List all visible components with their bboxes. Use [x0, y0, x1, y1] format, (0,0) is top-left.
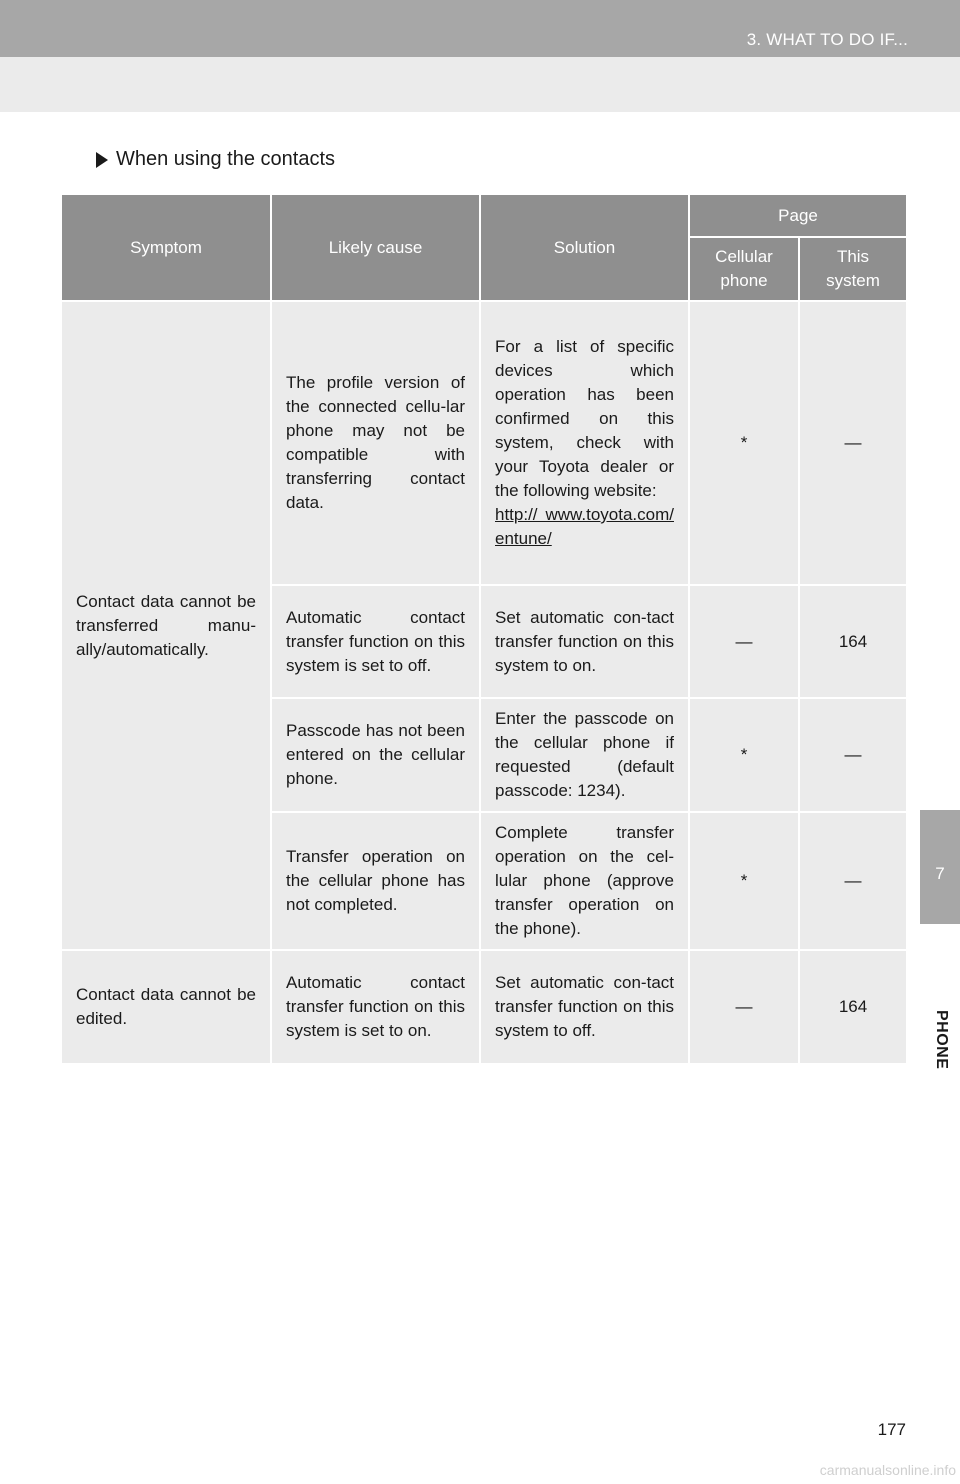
cellular-phone-page-cell: — [689, 950, 799, 1064]
this-system-page-cell: — [799, 812, 907, 950]
subheading [96, 148, 335, 171]
table-row [61, 301, 907, 585]
cellular-phone-page-cell: * [689, 301, 799, 585]
header-solution: Solution [480, 195, 689, 301]
symptom-cell: Contact data cannot be edited. [61, 950, 271, 1064]
table-row [61, 950, 907, 1064]
this-system-page-cell: — [799, 301, 907, 585]
this-system-page-cell: 164 [799, 950, 907, 1064]
page-number: 177 [877, 1420, 906, 1439]
header-symptom: Symptom [61, 195, 271, 301]
this-system-page-cell: — [799, 698, 907, 812]
this-system-page-cell: 164 [799, 585, 907, 698]
likely-cause-cell: Passcode has not been entered on the cellular phone. [271, 698, 480, 812]
symptom-cell: Contact data cannot be transferred manu-ally/automatically. [61, 301, 271, 950]
solution-cell: Complete transfer operation on the cel-lular phone (approve transfer operation on the phone). [480, 812, 689, 950]
toyota-entune-link[interactable]: http:// www.toyota.com/ entune/ [495, 505, 674, 548]
header-this-system: This system [799, 237, 907, 301]
troubleshooting-table [60, 195, 908, 1065]
header-likely-cause: Likely cause [271, 195, 480, 301]
likely-cause-cell: The profile version of the connected cellu-lar phone may not be compatible with transferring contact data. [271, 301, 480, 585]
chapter-number: 7 [935, 864, 945, 883]
solution-text: For a list of specific devices which operation has been confirmed on this system, check with your Toyota dealer or the following website: [495, 337, 674, 500]
subheading-text: When using the contacts [116, 148, 336, 170]
cellular-phone-page-cell: * [689, 812, 799, 950]
cellular-phone-page-cell: * [689, 698, 799, 812]
likely-cause-cell: Automatic contact transfer function on this system is set to off. [271, 585, 480, 698]
likely-cause-cell: Transfer operation on the cellular phone has not completed. [271, 812, 480, 950]
likely-cause-cell: Automatic contact transfer function on this system is set to on. [271, 950, 480, 1064]
solution-cell: Set automatic con-tact transfer function on this system to on. [480, 585, 689, 698]
solution-cell: Set automatic con-tact transfer function on this system to off. [480, 950, 689, 1064]
chapter-label: PHONE [933, 1010, 950, 1070]
header-band [0, 57, 960, 112]
solution-cell [480, 301, 689, 585]
header-cellular-phone: Cellular phone [689, 237, 799, 301]
watermark: carmanualsonline.info [819, 1462, 956, 1478]
cellular-phone-page-cell: — [689, 585, 799, 698]
header-page: Page [689, 195, 907, 237]
triangle-bullet-icon [96, 152, 108, 168]
section-title: 3. WHAT TO DO IF... [746, 30, 908, 49]
solution-cell: Enter the passcode on the cellular phone if requested (default passcode: 1234). [480, 698, 689, 812]
